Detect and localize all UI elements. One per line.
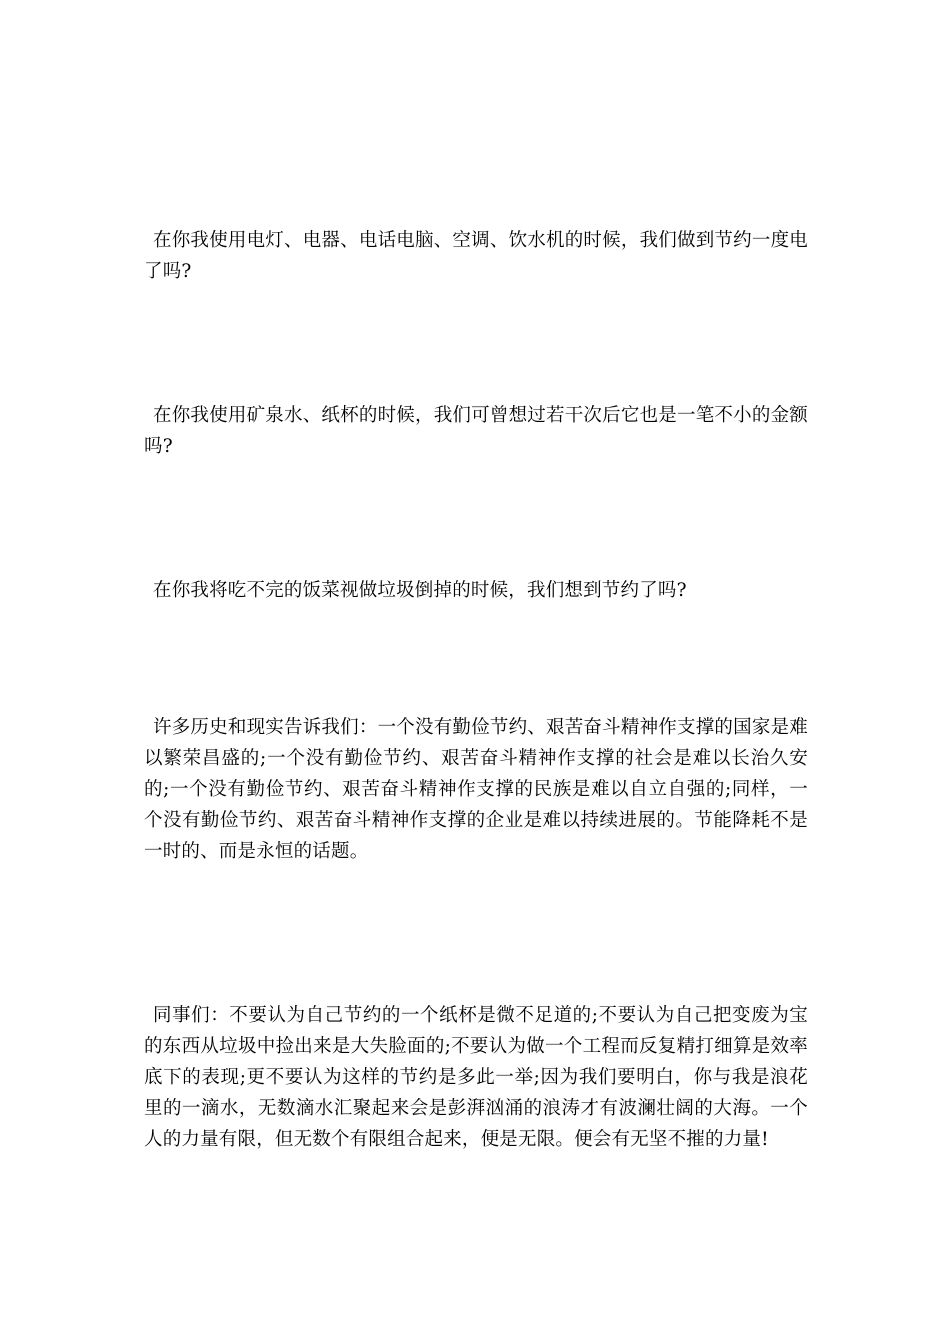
paragraph-colleagues: 同事们：不要认为自己节约的一个纸杯是微不足道的;不要认为自己把变废为宝的东西从垃圾中捡出来是大失脸面的;不要认为做一个工程而反复精打细算是效率底下的表现;更不要认为这样的节约是多此一举;因为我们要明白，你与我是浪花里的一滴水，无数滴水汇聚起来会是彭湃汹涌的浪涛才有波澜壮阔的大海。一个人的力量有限，但无数个有限组合起来，便是无限。便会有无坚不摧的力量! <box>144 1005 808 1150</box>
paragraph-food-waste: 在你我将吃不完的饭菜视做垃圾倒掉的时候，我们想到节约了吗? <box>153 580 687 601</box>
paragraph-history: 许多历史和现实告诉我们：一个没有勤俭节约、艰苦奋斗精神作支撑的国家是难以繁荣昌盛的;一个没有勤俭节约、艰苦奋斗精神作支撑的社会是难以长治久安的;一个没有勤俭节约、艰苦奋斗精神作支撑的民族是难以自立自强的;同样，一个没有勤俭节约、艰苦奋斗精神作支撑的企业是难以持续进展的。节能降耗不是一时的、而是永恒的话题。 <box>144 717 808 862</box>
paragraph-electricity: 在你我使用电灯、电器、电话电脑、空调、饮水机的时候，我们做到节约一度电了吗? <box>144 230 808 282</box>
paragraph-paper-cups: 在你我使用矿泉水、纸杯的时候，我们可曾想过若干次后它也是一笔不小的金额吗? <box>144 405 808 457</box>
